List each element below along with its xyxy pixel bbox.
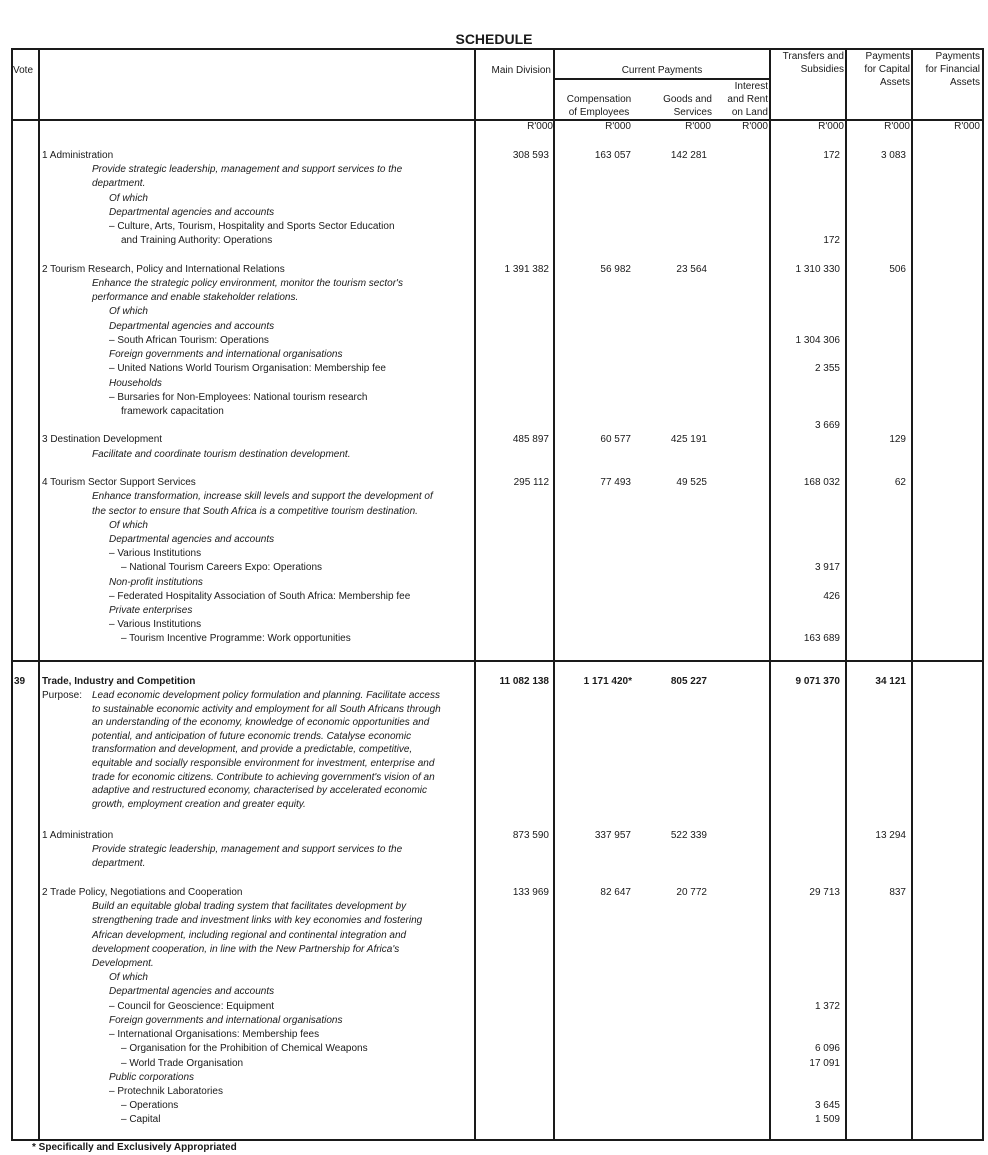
row-label: 1 Administration: [42, 830, 114, 841]
vote-total-transfers: 9 071 370: [795, 676, 840, 687]
value-goods-services: 49 525: [676, 477, 707, 489]
header-transfers: Transfers and Subsidies: [782, 51, 844, 75]
header-compensation: Compensation of Employees: [566, 94, 632, 118]
row-label: development cooperation, in line with the New Partnership for Africa's: [92, 943, 400, 955]
value-main-division: 133 969: [512, 886, 549, 898]
purpose-line: adaptive and restructured economy, characterised by accelerated economic: [92, 785, 427, 797]
row-label: Departmental agencies and accounts: [109, 206, 275, 218]
vote-number: 39: [14, 676, 26, 687]
row-label: Of which: [109, 306, 148, 318]
row-label: – Culture, Arts, Tourism, Hospitality and Sports Sector Education: [109, 221, 395, 233]
purpose-line: transformation and development, and provide a predictable, competitive,: [92, 744, 413, 756]
value-compensation: 337 957: [594, 830, 631, 841]
purpose-line: to sustainable economic activity and employment for all South Africans through: [92, 703, 441, 715]
row-label: Households: [109, 377, 162, 389]
row-label: Departmental agencies and accounts: [109, 986, 275, 998]
vote-total-goods: 805 227: [670, 676, 707, 687]
row-label: – World Trade Organisation: [121, 1057, 244, 1069]
row-label: Departmental agencies and accounts: [109, 320, 275, 332]
row-label: Of which: [109, 972, 148, 984]
header-capital-assets: Payments for Capital Assets: [864, 51, 910, 88]
unit-main: R'000: [527, 121, 553, 132]
purpose-line: equitable and socially responsible environment for investment, enterprise and: [92, 758, 435, 769]
value-goods-services: 425 191: [670, 434, 707, 446]
value-transfers: 1 304 306: [795, 334, 840, 346]
value-transfers: 168 032: [803, 477, 840, 489]
page-title: SCHEDULE: [455, 31, 533, 47]
row-label: – Various Institutions: [109, 619, 202, 631]
value-transfers: 17 091: [809, 1057, 840, 1069]
value-goods-services: 23 564: [676, 263, 707, 275]
purpose-line: an understanding of the economy, knowledge of economic opportunities and: [92, 717, 430, 729]
unit-compensation: R'000: [605, 121, 631, 132]
row-label: 2 Tourism Research, Policy and International Relations: [42, 263, 285, 275]
value-transfers: 3 917: [814, 562, 840, 574]
row-label: – Federated Hospitality Association of South Africa: Membership fee: [109, 590, 411, 602]
value-compensation: 163 057: [594, 150, 631, 161]
footnote: * Specifically and Exclusively Appropriated: [32, 1142, 237, 1153]
value-main-division: 308 593: [512, 150, 549, 161]
value-capital-assets: 129: [889, 434, 906, 446]
row-label: Foreign governments and international organisations: [109, 1014, 343, 1026]
purpose-line: Lead economic development policy formulation and planning. Facilitate access: [92, 690, 440, 701]
row-label: 2 Trade Policy, Negotiations and Cooperation: [42, 886, 243, 898]
value-main-division: 295 112: [513, 477, 549, 489]
row-label: Departmental agencies and accounts: [109, 533, 275, 545]
value-transfers: 29 713: [809, 886, 840, 898]
value-transfers: 1 509: [814, 1114, 840, 1126]
row-label: – Various Institutions: [109, 548, 202, 560]
value-compensation: 60 577: [600, 434, 631, 446]
row-label: – Tourism Incentive Programme: Work opportunities: [121, 633, 351, 645]
value-compensation: 56 982: [600, 263, 631, 275]
header-main-division: Main Division: [491, 65, 551, 76]
row-label: – Operations: [121, 1100, 179, 1112]
header-current-payments: Current Payments: [621, 65, 703, 76]
value-transfers: 163 689: [803, 633, 840, 645]
row-label: – International Organisations: Membership fees: [109, 1029, 320, 1041]
row-label: Enhance transformation, increase skill levels and support the development of: [92, 491, 433, 503]
value-goods-services: 522 339: [670, 830, 707, 841]
row-label: – National Tourism Careers Expo: Operations: [121, 562, 323, 574]
value-transfers: 6 096: [814, 1043, 840, 1055]
row-label: Facilitate and coordinate tourism destination development.: [92, 448, 351, 460]
row-label: 4 Tourism Sector Support Services: [42, 477, 196, 489]
row-label: – South African Tourism: Operations: [109, 334, 269, 346]
row-label: Private enterprises: [109, 605, 193, 617]
row-label: the sector to ensure that South Africa is a competitive tourism destination.: [92, 505, 418, 517]
value-transfers: 1 372: [814, 1000, 840, 1012]
row-label: Of which: [109, 519, 148, 531]
row-label: Build an equitable global trading system that facilitates development by: [92, 901, 407, 913]
vote-name: Trade, Industry and Competition: [42, 676, 196, 687]
row-label: African development, including regional and continental integration and: [92, 929, 407, 941]
header-vote: Vote: [13, 65, 34, 76]
value-transfers: 172: [823, 235, 840, 247]
row-label: – Capital: [121, 1114, 161, 1126]
value-goods-services: 20 772: [676, 886, 707, 898]
value-compensation: 77 493: [600, 477, 631, 489]
row-label: – Organisation for the Prohibition of Chemical Weapons: [121, 1043, 368, 1055]
row-label: department.: [92, 858, 146, 870]
unit-interest: R'000: [742, 121, 768, 132]
row-label: Development.: [92, 957, 154, 969]
header-financial-assets: Payments for Financial Assets: [925, 51, 980, 88]
row-label: Enhance the strategic policy environment, monitor the tourism sector's: [92, 277, 403, 289]
row-label: strengthening trade and investment links with key economies and fostering: [92, 915, 423, 927]
value-transfers: 2 355: [814, 363, 840, 375]
purpose-line: trade for economic citizens. Contribute to achieving government's vision of an: [92, 771, 435, 783]
header-goods-services: Goods and Services: [663, 94, 712, 118]
row-label: Public corporations: [109, 1071, 195, 1083]
row-label: 3 Destination Development: [42, 434, 163, 446]
row-label: performance and enable stakeholder relations.: [92, 292, 299, 304]
purpose-line: potential, and anticipation of future economic trends. Catalyse economic: [92, 730, 412, 742]
vote-total-main: 11 082 138: [499, 676, 549, 687]
value-transfers: 3 645: [814, 1100, 840, 1112]
value-goods-services: 142 281: [670, 150, 707, 161]
unit-goods: R'000: [685, 121, 711, 132]
row-label: – Protechnik Laboratories: [109, 1085, 223, 1097]
value-compensation: 82 647: [600, 886, 631, 898]
row-label: – Bursaries for Non-Employees: National tourism research: [109, 391, 368, 403]
value-capital-assets: 13 294: [875, 830, 906, 841]
header-interest-rent: Interest and Rent on Land: [727, 81, 768, 118]
value-transfers: 3 669: [814, 420, 840, 432]
row-label: Of which: [109, 192, 148, 204]
row-label: Non-profit institutions: [109, 576, 203, 588]
row-label: framework capacitation: [121, 405, 224, 417]
row-label: Foreign governments and international organisations: [109, 349, 343, 361]
value-capital-assets: 506: [889, 263, 906, 275]
value-capital-assets: 62: [894, 477, 906, 489]
purpose-label: Purpose:: [42, 690, 83, 701]
row-label: department.: [92, 178, 146, 190]
row-label: 1 Administration: [42, 150, 114, 161]
row-label: – United Nations World Tourism Organisation: Membership fee: [109, 363, 386, 375]
value-main-division: 873 590: [512, 830, 549, 841]
purpose-line: growth, employment creation and greater equity.: [92, 798, 306, 810]
value-capital-assets: 837: [889, 886, 906, 898]
row-label: and Training Authority: Operations: [121, 235, 273, 247]
value-capital-assets: 3 083: [880, 150, 906, 161]
vote-total-capital: 34 121: [875, 676, 906, 687]
vote-total-compensation: 1 171 420*: [583, 676, 632, 687]
unit-capital: R'000: [884, 121, 910, 132]
row-label: Provide strategic leadership, management and support services to the: [92, 164, 403, 176]
value-main-division: 1 391 382: [504, 263, 549, 275]
value-main-division: 485 897: [512, 434, 549, 446]
value-transfers: 426: [823, 590, 840, 602]
row-label: – Council for Geoscience: Equipment: [109, 1000, 275, 1012]
value-transfers: 1 310 330: [795, 263, 840, 275]
row-label: Provide strategic leadership, management and support services to the: [92, 844, 403, 856]
unit-transfers: R'000: [818, 121, 844, 132]
value-transfers: 172: [823, 150, 840, 161]
unit-financial: R'000: [954, 121, 980, 132]
